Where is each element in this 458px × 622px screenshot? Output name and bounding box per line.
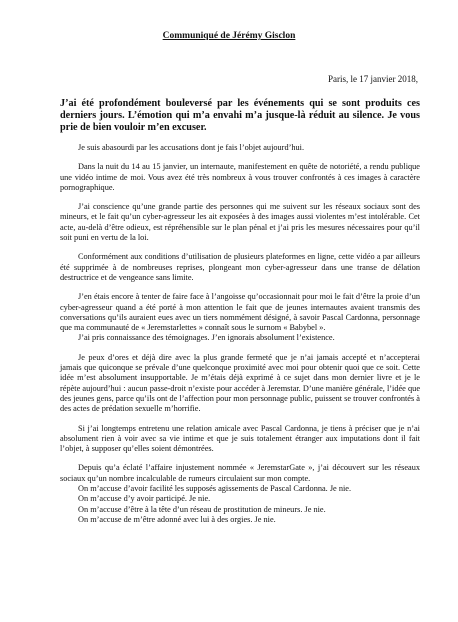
- document-body: [60, 143, 420, 525]
- document-date: Paris, le 17 janvier 2018,: [328, 74, 418, 84]
- paragraph: Je suis abasourdi par les accusations dont je fais l’objet aujourd’hui.: [78, 143, 305, 152]
- paragraph: Je peux d’ores et déjà dire avec la plus grande fermeté que je n’ai jamais accepté et n’accepterai jamais que quiconque se prévale d’une quelconque proximité avec moi pour obtenir quoi que ce soit. Cette idée m’est absolument insupportable. Je m’étais déjà exprimé à ce sujet dans mon dernier livre et je le répète aujourd’hui : aucun passe-droit n’existe pour accéder à Jeremstar. D’une manière générale, l’idée que des jeunes gens, parce qu’ils ont de l’affection pour mon personnage public, puissent se trouver confrontés à des actes de prédation sexuelle m’horrifie.: [60, 352, 420, 414]
- list-item: On m’accuse de m’être adonné avec lui à des orgies. Je nie.: [78, 514, 276, 524]
- list-item: On m’accuse d’avoir facilité les supposés agissements de Pascal Cardonna. Je nie.: [78, 484, 352, 494]
- list-item: On m’accuse d’être à la tête d’un réseau de prostitution de mineurs. Je nie.: [78, 504, 326, 514]
- paragraph: J’ai conscience qu’une grande partie des personnes qui me suivent sur les réseaux sociaux sont des mineurs, et le fait qu’un cyber-agresseur les ait exposées à des images aussi violentes m’est intolérable. Cet acte, au-delà d’être odieux, est répréhensible sur le plan pénal et j’ai pris les mesures nécessaires pour qu’il soit puni en vertu de la loi.: [60, 202, 420, 243]
- paragraph: Dans la nuit du 14 au 15 janvier, un internaute, manifestement en quête de notoriété, a rendu publique une vidéo intime de moi. Vous avez été très nombreux à vous trouver confrontés à ces images à caractère pornographique.: [60, 162, 420, 192]
- lead-paragraph: J’ai été profondément bouleversé par les événements qui se sont produits ces derniers jours. L’émotion qui m’a envahi m’a jusque-là réduit au silence. Je vous prie de bien vouloir m’en excuser.: [60, 98, 420, 133]
- paragraph: J’en étais encore à tenter de faire face à l’angoisse qu’occasionnait pour moi le fait d’être la proie d’un cyber-agresseur quand a été porté à mon attention le fait que de jeunes internautes avaient transmis des conversations qu’ils auraient eues avec un tiers nommément désigné, à savoir Pascal Cardonna, personnage que ma communauté de « Jeremstarlettes » connaît sous le surnom « Babybel ».: [60, 292, 420, 333]
- paragraph: J’ai pris connaissance des témoignages. J’en ignorais absolument l’existence.: [78, 333, 335, 343]
- list-item: On m’accuse d’y avoir participé. Je nie.: [78, 494, 211, 504]
- document-title: Communiqué de Jérémy Gisclon: [162, 31, 296, 41]
- paragraph: Si j’ai longtemps entretenu une relation amicale avec Pascal Cardonna, je tiens à préciser que je n’ai absolument rien à voir avec sa vie intime et que je suis totalement étranger aux imputations dont il fait l’objet, à supposer qu’elles soient démontrées.: [60, 423, 420, 454]
- paragraph: Depuis qu’a éclaté l’affaire injustement nommée « JeremstarGate », j’ai découvert sur les réseaux sociaux qu’un nombre incalculable de rumeurs circulaient sur mon compte.: [60, 463, 420, 483]
- denials-list: [60, 484, 420, 525]
- paragraph: Conformément aux conditions d’utilisation de plusieurs plateformes en ligne, cette vidéo a par ailleurs été supprimée à de nombreuses reprises, plongeant mon cyber-agresseur dans une transe de délation destructrice et de vengeance sans limite.: [60, 252, 420, 282]
